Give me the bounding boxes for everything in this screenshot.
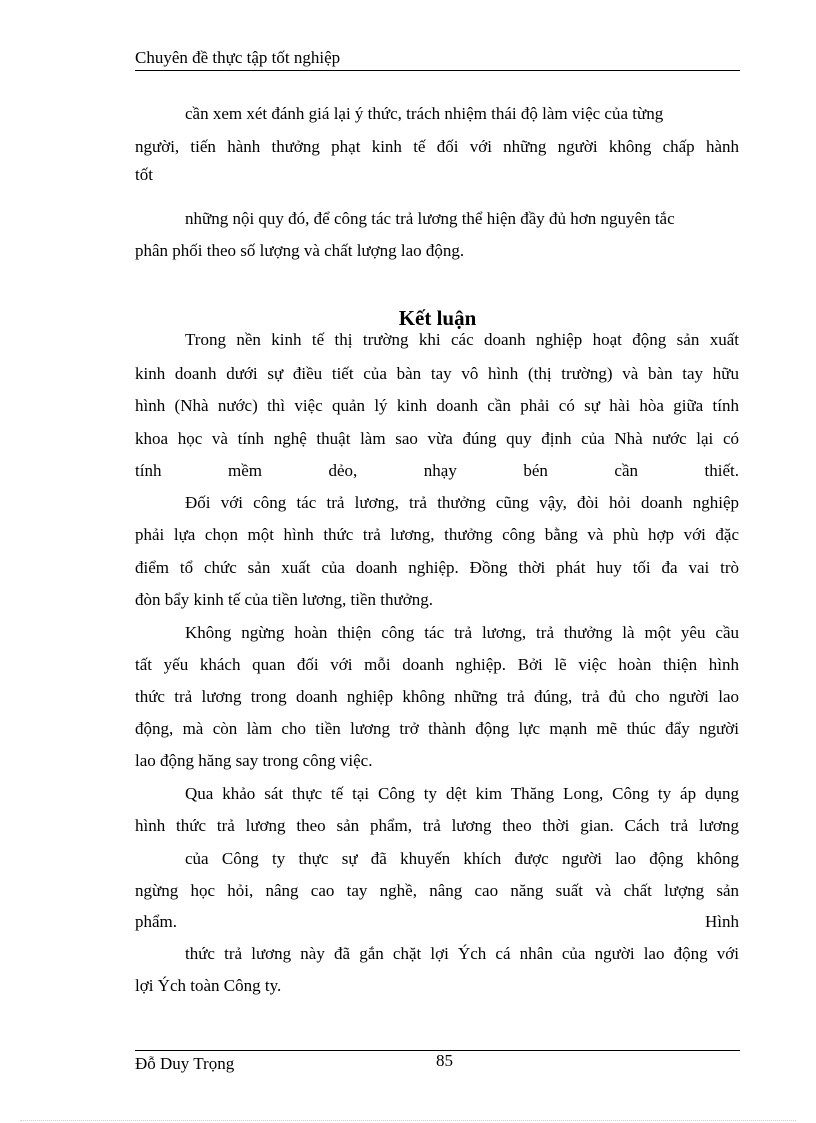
page-edge-divider	[20, 1120, 796, 1121]
conclusion-line: hình (Nhà nước) thì việc quản lý kinh doanh cần phải có sự hài hòa giữa tính	[135, 396, 739, 415]
body-line: cần xem xét đánh giá lại ý thức, trách nhiệm thái độ làm việc của từng	[185, 104, 664, 123]
header-title: Chuyên đề thực tập tốt nghiệp	[135, 48, 341, 67]
conclusion-line: tính mềm dẻo, nhạy bén cần thiết.	[135, 461, 739, 480]
page-number: 85	[436, 1051, 453, 1070]
header-rule	[135, 70, 740, 71]
conclusion-line: phẩm. Hình	[135, 912, 739, 931]
conclusion-line: ngừng học hỏi, nâng cao tay nghề, nâng cao năng suất và chất lượng sản	[135, 881, 739, 900]
conclusion-heading: Kết luận	[398, 306, 477, 330]
conclusion-line: của Công ty thực sự đã khuyến khích được người lao động không	[185, 849, 739, 868]
conclusion-line: đòn bẩy kinh tế của tiền lương, tiền thưởng.	[135, 590, 433, 609]
conclusion-line: khoa học và tính nghệ thuật làm sao vừa đúng quy định của Nhà nước lại có	[135, 429, 739, 448]
conclusion-line: phải lựa chọn một hình thức trả lương, thưởng công bằng và phù hợp với đặc	[135, 525, 739, 544]
conclusion-line: điểm tổ chức sản xuất của doanh nghiệp. Đồng thời phát huy tối đa vai trò	[135, 558, 739, 577]
conclusion-line: thức trả lương trong doanh nghiệp không những trả đúng, trả đủ cho người lao	[135, 687, 739, 706]
body-line: tốt	[135, 165, 153, 184]
conclusion-line: Đối với công tác trả lương, trả thưởng cũng vậy, đòi hỏi doanh nghiệp	[185, 493, 739, 512]
conclusion-line: lao động hăng say trong công việc.	[135, 751, 373, 770]
conclusion-line: kinh doanh dưới sự điều tiết của bàn tay vô hình (thị trường) và bàn tay hữu	[135, 364, 739, 383]
conclusion-line: tất yếu khách quan đối với mỗi doanh nghiệp. Bởi lẽ việc hoàn thiện hình	[135, 655, 739, 674]
conclusion-line: thức trả lương này đã gắn chặt lợi Ých cá nhân của người lao động với	[185, 944, 739, 963]
conclusion-line: hình thức trả lương theo sản phẩm, trả lương theo thời gian. Cách trả lương	[135, 816, 739, 835]
body-line: những nội quy đó, để công tác trả lương thể hiện đầy đủ hơn nguyên tắc	[185, 209, 675, 228]
conclusion-line: lợi Ých toàn Công ty.	[135, 976, 282, 995]
conclusion-line: Qua khảo sát thực tế tại Công ty dệt kim Thăng Long, Công ty áp dụng	[185, 784, 739, 803]
conclusion-line: Không ngừng hoàn thiện công tác trả lương, trả thưởng là một yêu cầu	[185, 623, 739, 642]
body-line: phân phối theo số lượng và chất lượng lao động.	[135, 241, 465, 260]
conclusion-line: động, mà còn làm cho tiền lương trở thành động lực mạnh mẽ thúc đẩy người	[135, 719, 739, 738]
footer-author: Đỗ Duy Trọng	[135, 1054, 235, 1073]
conclusion-line: Trong nền kinh tế thị trường khi các doanh nghiệp hoạt động sản xuất	[185, 330, 739, 349]
body-line: người, tiến hành thưởng phạt kinh tế đối với những người không chấp hành	[135, 137, 739, 156]
